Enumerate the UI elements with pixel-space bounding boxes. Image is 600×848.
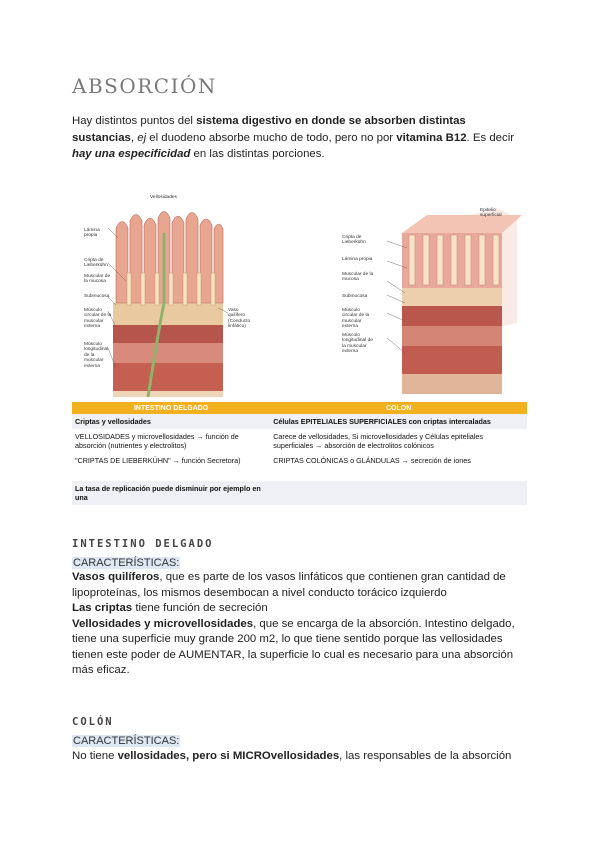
intestino-body: Vasos quilíferos, que es parte de los vasos linfáticos que contienen gran cantidad de lipoproteínas, los mismos desembocan a nivel conducto torácico izquierdo Las criptas tiene función de secreción Vellosidades y microvellosidades, que se encarga de la absorción. Intestino delgado, tiene una superficie muy grande 200 m2, lo que tiene sentido porque las vellosidades tienen este poder de AUMENTAR, la superficie lo cual es necesario para una absorción más eficaz. — [72, 571, 515, 676]
label-crypt: Cripta de Lieberkühn — [84, 258, 108, 269]
label-colon-circular: Músculo circular de la muscular externa — [342, 308, 370, 330]
intro-paragraph: Hay distintos puntos del sistema digestivo en donde se absorben distintas sustancias, ej el duodeno absorbe mucho de todo, pero no por vitamina B12. Es decir hay una especificidad en las distintas porciones. — [72, 115, 515, 160]
label-submucosa: Submucosa — [84, 294, 110, 299]
table-cell: "CRIPTAS DE LIEBERKÜHN" → función Secretora) — [72, 453, 270, 481]
page-title: ABSORCIÓN — [72, 74, 217, 98]
label-longitudinal-muscle: Músculo longitudinal de la muscular externa — [84, 342, 109, 369]
label-lacteal: Vaso quilífero (Conducto linfático) — [228, 308, 251, 330]
section-heading-colon: COLÓN — [72, 716, 114, 728]
table-cell: Células EPITELIALES SUPERFICIALES con criptas intercaladas — [270, 414, 527, 429]
label-lamina-propria: Lámina propia — [84, 228, 100, 239]
table-cell: Carece de vellosidades, Si microvellosidades y Células epiteliales superficiales → absorción de electrolitos colónicos — [270, 429, 527, 453]
label-muscularis-mucosae: Muscular de la mucosa — [84, 274, 111, 285]
label-colon-submucosa: Submucosa — [342, 294, 368, 299]
colon-body: No tiene vellosidades, pero si MICROvellosidades, las responsables de la absorción — [72, 750, 512, 762]
label-circular-muscle: Músculo circular de la muscular externa — [84, 308, 112, 330]
table-cell: VELLOSIDADES y microvellosidades → función de absorción (nutrientes y electrolitos) — [72, 429, 270, 453]
table-row — [72, 429, 527, 453]
characteristics-label: CARACTERÍSTICAS: — [73, 557, 180, 569]
table-cell: CRIPTAS COLÓNICAS o GLÁNDULAS → secreción de iones — [270, 453, 527, 481]
table-header-small-intestine: INTESTINO DELGADO — [72, 402, 270, 414]
label-villi: Vellosidades — [150, 195, 177, 200]
table-row — [72, 453, 527, 481]
characteristics-label: CARACTERÍSTICAS: — [73, 735, 180, 747]
table-cell: La tasa de replicación puede disminuir por ejemplo en una — [72, 481, 270, 505]
table-row — [72, 414, 527, 429]
label-colon-crypt: Cripta de Lieberkühn — [342, 235, 366, 246]
section-heading-intestino: INTESTINO DELGADO — [72, 538, 214, 550]
label-colon-muscularis-mucosae: Muscular de la mucosa — [342, 272, 374, 283]
table-cell — [270, 481, 527, 505]
label-colon-longitudinal: Músculo longitudinal de la muscular externa — [342, 333, 373, 355]
label-surface-epithelium: Epitelio superficial — [480, 208, 502, 219]
table-row — [72, 481, 527, 505]
label-colon-lamina: Lámina propia — [342, 257, 373, 262]
table-header-colon: COLON — [270, 402, 527, 414]
table-cell: Criptas y vellosidades — [72, 414, 270, 429]
comparison-table — [72, 402, 527, 505]
